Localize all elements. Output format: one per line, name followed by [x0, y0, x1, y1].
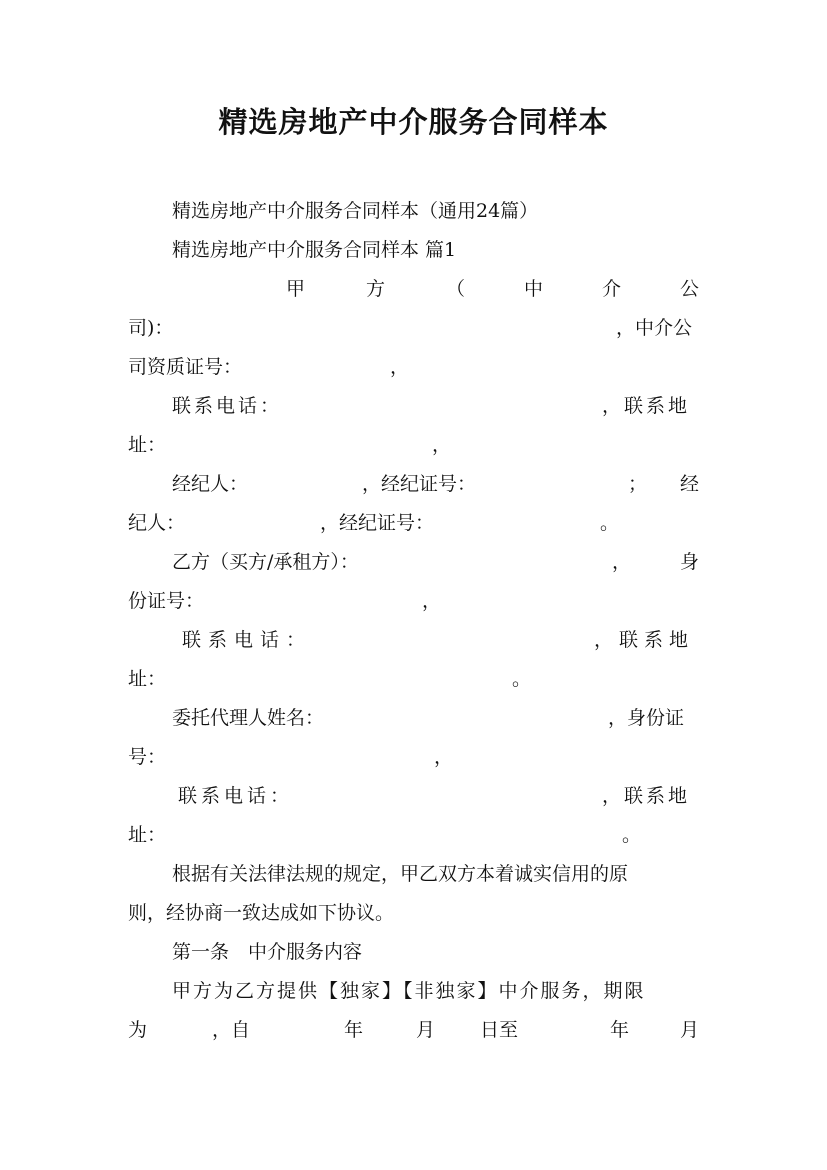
basis-line-1 — [128, 861, 700, 887]
address-c-label: 址： — [128, 824, 167, 846]
address-b-end: 。 — [512, 668, 532, 690]
contact-b-line — [128, 627, 700, 653]
party-b-line — [128, 549, 700, 575]
proxy-id-label: ，身份证 — [608, 707, 685, 729]
id-b-comma: ， — [422, 590, 442, 612]
service-word: 为 — [128, 1019, 148, 1041]
service-line-1 — [128, 978, 700, 1004]
agent-1-line — [128, 471, 700, 497]
contact-c-line — [128, 783, 700, 809]
basis-line-2 — [128, 900, 700, 926]
service-word: 日至 — [480, 1019, 519, 1041]
contact-a-label: 联系电话： — [172, 395, 283, 417]
agent-2-line — [128, 510, 700, 536]
chapter-text: 精选房地产中介服务合同样本 篇1 — [172, 239, 457, 261]
contact-a-line — [128, 393, 700, 419]
id-b-label: 份证号： — [128, 590, 205, 612]
basis-text-2: 则，经协商一致达成如下协议。 — [128, 902, 395, 924]
address-a-label: 址： — [128, 434, 167, 456]
agent-2-cert-label: ，经纪证号： — [320, 512, 435, 534]
basis-text-1: 根据有关法律法规的规定，甲乙双方本着诚实信用的原 — [172, 863, 629, 885]
proxy-no-line — [128, 744, 700, 770]
party-a-suffix: ，中介公 — [616, 317, 693, 339]
proxy-no-label: 号： — [128, 746, 167, 768]
license-label: 司资质证号： — [128, 356, 243, 378]
service-word: 月 — [680, 1019, 700, 1041]
party-a-char: 中 — [524, 278, 544, 300]
agent-1-semicolon: ； — [628, 473, 648, 495]
contact-c-addr-label: ，联系地 — [602, 785, 691, 807]
party-a-char: 介 — [602, 278, 622, 300]
document-title: 精选房地产中介服务合同样本 — [218, 105, 609, 139]
party-b-tail: 身 — [680, 551, 700, 573]
contact-a-addr-label: ，联系地 — [602, 395, 691, 417]
party-b-label: 乙方（买方/承租方）： — [172, 551, 359, 573]
party-a-line-2 — [128, 315, 700, 341]
agent-1-label: 经纪人： — [172, 473, 249, 495]
address-a-line — [128, 432, 700, 458]
contact-b-addr-label: ，联系地 — [594, 629, 695, 651]
proxy-line — [128, 705, 700, 731]
party-a-line — [128, 276, 700, 302]
address-b-label: 址： — [128, 668, 167, 690]
agent-1-tail: 经 — [680, 473, 700, 495]
id-b-line — [128, 588, 700, 614]
party-a-char: 方 — [366, 278, 386, 300]
service-word: 年 — [344, 1019, 364, 1041]
service-word: 月 — [416, 1019, 436, 1041]
agent-2-end: 。 — [600, 512, 620, 534]
service-word: ，自 — [212, 1019, 251, 1041]
party-a-char: （ — [446, 278, 466, 300]
contact-c-label: 联系电话： — [178, 785, 294, 807]
article-1-heading — [128, 939, 700, 965]
service-word: 年 — [610, 1019, 630, 1041]
party-a-char: 甲 — [286, 278, 306, 300]
license-comma: ， — [390, 356, 410, 378]
service-line-2 — [128, 1017, 700, 1043]
party-a-char: 公 — [680, 278, 700, 300]
service-text-1: 甲方为乙方提供【独家】【非独家】中介服务，期限 — [172, 980, 646, 1002]
article-1-text: 第一条 中介服务内容 — [172, 941, 363, 963]
party-b-comma: ， — [612, 551, 632, 573]
proxy-label: 委托代理人姓名： — [172, 707, 325, 729]
address-c-end: 。 — [622, 824, 642, 846]
license-line — [128, 354, 700, 380]
address-c-line — [128, 822, 700, 848]
agent-1-cert-label: ，经纪证号： — [362, 473, 477, 495]
agent-2-label: 纪人： — [128, 512, 186, 534]
subtitle-text: 精选房地产中介服务合同样本（通用24篇） — [172, 200, 539, 222]
address-b-line — [128, 666, 700, 692]
address-a-comma: ， — [432, 434, 452, 456]
contact-b-label: 联系电话： — [182, 629, 313, 651]
party-a-label: 司)： — [128, 317, 174, 339]
proxy-no-comma: ， — [434, 746, 454, 768]
chapter-heading — [128, 237, 700, 263]
document-subtitle — [128, 198, 700, 224]
